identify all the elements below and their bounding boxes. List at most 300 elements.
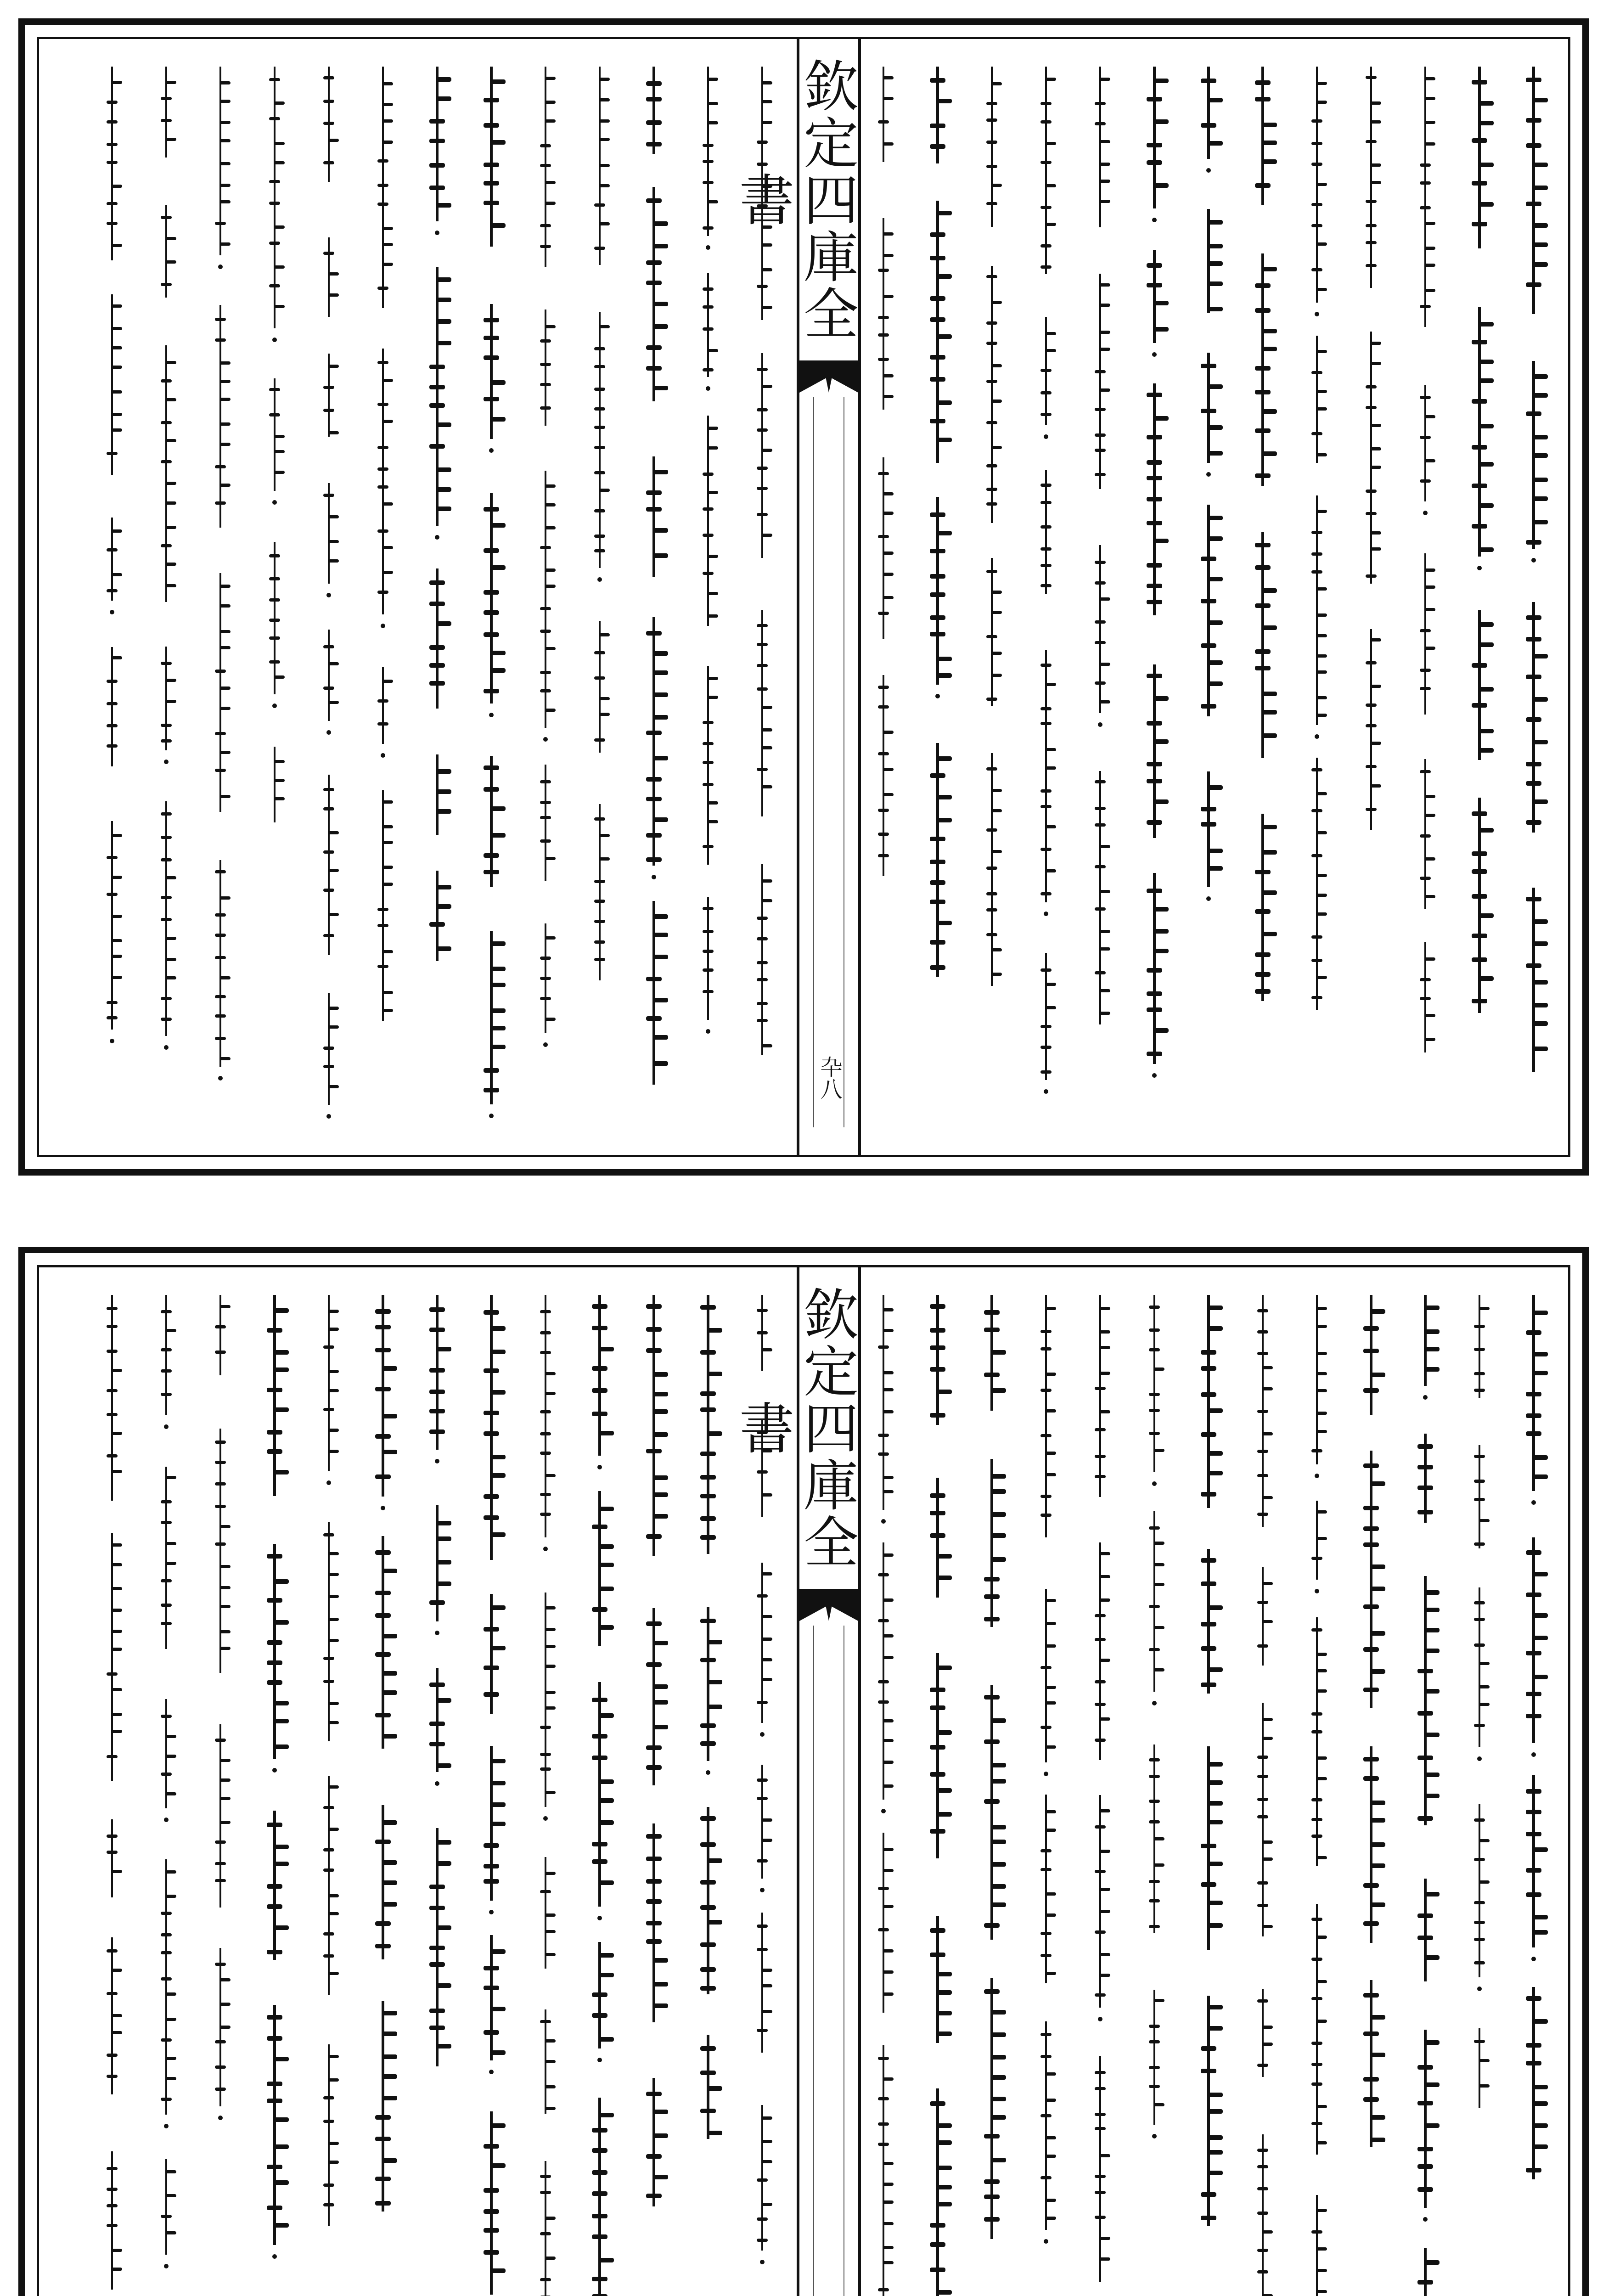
punctuation-dot xyxy=(760,1732,765,1737)
manchu-script-word xyxy=(536,1295,555,1537)
manchu-script-word xyxy=(320,67,338,182)
manchu-script-word xyxy=(1037,2021,1055,2230)
manchu-script-word xyxy=(157,2159,175,2255)
manchu-script-word xyxy=(1247,814,1279,1001)
punctuation-dot xyxy=(1423,511,1428,515)
manchu-script-word xyxy=(320,237,338,317)
manchu-script-word xyxy=(259,2005,291,2245)
manchu-script-word xyxy=(1518,888,1550,1072)
manchu-script-word xyxy=(475,1594,507,1714)
manchu-script-word xyxy=(1362,67,1380,288)
manchu-script-word xyxy=(475,493,507,703)
punctuation-dot xyxy=(381,753,385,758)
manchu-script-word xyxy=(211,860,230,1067)
manchu-script-word xyxy=(1308,1617,1326,1866)
punctuation-dot xyxy=(706,245,710,250)
manchu-script-word xyxy=(692,1607,724,1761)
manchu-script-word xyxy=(157,1295,175,1415)
punctuation-dot xyxy=(1315,312,1319,316)
punctuation-dot xyxy=(164,1424,169,1429)
manchu-script-word xyxy=(265,542,284,694)
manchu-script-word xyxy=(1192,1549,1225,1694)
manchu-script-word xyxy=(157,801,175,1036)
punctuation-dot xyxy=(272,338,277,342)
punctuation-dot xyxy=(164,2264,169,2268)
manchu-script-word xyxy=(1409,1879,1441,1981)
manchu-script-word xyxy=(1192,1295,1225,1508)
punctuation-dot xyxy=(272,703,277,708)
punctuation-dot xyxy=(326,593,331,597)
manchu-script-word xyxy=(157,345,175,602)
manchu-script-word xyxy=(475,756,507,887)
manchu-script-word xyxy=(1463,67,1496,248)
punctuation-dot xyxy=(706,1029,710,1034)
manchu-script-word xyxy=(259,1295,291,1496)
manchu-script-word xyxy=(374,67,392,308)
punctuation-dot xyxy=(326,1480,331,1485)
manchu-script-word xyxy=(265,747,284,822)
manchu-script-word xyxy=(1037,1295,1055,1537)
manchu-script-word xyxy=(157,1467,175,1649)
manchu-script-word xyxy=(692,1295,724,1554)
manchu-script-word xyxy=(1518,1295,1550,1491)
manchu-script-word xyxy=(983,67,1001,227)
manchu-script-word xyxy=(638,456,670,577)
punctuation-dot xyxy=(881,1809,886,1813)
punctuation-dot xyxy=(1152,1701,1157,1705)
manchu-script-word xyxy=(1362,332,1380,584)
punctuation-dot xyxy=(1206,472,1211,477)
manchu-script-word xyxy=(1470,1445,1489,1548)
manchu-script-word xyxy=(1254,1703,1272,1936)
punctuation-dot xyxy=(1315,734,1319,739)
manchu-script-word xyxy=(421,1668,453,1772)
punctuation-dot xyxy=(543,1816,548,1821)
manchu-script-word xyxy=(699,666,717,865)
manchu-script-word xyxy=(638,1823,670,2022)
manchu-script-word xyxy=(211,67,230,255)
manchu-script-word xyxy=(265,67,284,328)
manchu-script-word xyxy=(1192,771,1225,887)
punctuation-dot xyxy=(110,1039,114,1043)
punctuation-dot xyxy=(272,2254,277,2259)
manchu-script-word xyxy=(1308,1501,1326,1580)
manchu-script-word xyxy=(320,483,338,584)
manchu-script-word xyxy=(1138,664,1170,838)
manchu-script-word xyxy=(1409,2248,1441,2296)
punctuation-dot xyxy=(489,1910,494,1914)
punctuation-dot xyxy=(381,1506,385,1510)
manchu-script-word xyxy=(584,1942,616,2048)
manchu-script-word xyxy=(1192,353,1225,463)
manchu-script-word xyxy=(692,1807,724,1994)
manchu-script-word xyxy=(211,1429,230,1673)
manchu-script-word xyxy=(536,310,555,426)
manchu-script-word xyxy=(874,67,893,162)
punctuation-dot xyxy=(1152,1481,1157,1486)
manchu-script-word xyxy=(1409,1295,1441,1386)
manchu-script-word xyxy=(1145,1295,1164,1472)
manchu-script-word xyxy=(320,1522,338,1741)
punctuation-dot xyxy=(435,1459,439,1463)
manchu-script-word xyxy=(1308,1904,1326,2155)
manchu-script-word xyxy=(753,610,771,816)
manchu-script-word xyxy=(922,497,954,685)
manchu-script-word xyxy=(753,1563,771,1723)
manchu-script-word xyxy=(421,568,453,709)
punctuation-dot xyxy=(272,500,277,505)
manchu-script-word xyxy=(1308,67,1326,303)
manchu-script-word xyxy=(1463,307,1496,557)
manchu-script-word xyxy=(1037,317,1055,425)
manchu-script-word xyxy=(367,1805,399,1959)
punctuation-dot xyxy=(381,624,385,628)
manchu-script-word xyxy=(1037,650,1055,902)
page-sheet-bottom xyxy=(18,1247,1589,2296)
text-panel-left xyxy=(39,1267,797,2296)
manchu-script-word xyxy=(103,67,121,260)
manchu-script-word xyxy=(374,790,392,1021)
manchu-script-word xyxy=(103,647,121,766)
manchu-script-word xyxy=(374,349,392,614)
manchu-script-word xyxy=(1355,1295,1387,1415)
manchu-script-word xyxy=(1518,1775,1550,1947)
punctuation-dot xyxy=(326,1114,331,1119)
manchu-script-word xyxy=(874,457,893,639)
manchu-script-word xyxy=(475,1746,507,1901)
manchu-script-word xyxy=(976,1978,1008,2239)
text-panel-right xyxy=(838,1267,1568,2296)
manchu-script-word xyxy=(1470,2028,1489,2108)
manchu-script-word xyxy=(1091,771,1109,1024)
manchu-script-word xyxy=(1247,532,1279,758)
manchu-script-word xyxy=(584,1295,616,1456)
manchu-script-word xyxy=(1409,2030,1441,2208)
page-sheet-top xyxy=(18,18,1589,1176)
punctuation-dot xyxy=(597,1465,602,1469)
manchu-script-word xyxy=(320,354,338,437)
punctuation-dot xyxy=(326,730,331,735)
punctuation-dot xyxy=(597,2058,602,2062)
manchu-script-word xyxy=(699,273,717,377)
manchu-script-word xyxy=(692,2035,724,2139)
manchu-script-word xyxy=(1138,250,1170,343)
manchu-script-word xyxy=(157,67,175,158)
manchu-script-word xyxy=(157,205,175,298)
manchu-script-word xyxy=(320,993,338,1105)
punctuation-dot xyxy=(543,1042,548,1047)
manchu-script-word xyxy=(211,305,230,528)
manchu-script-word xyxy=(753,1295,771,1371)
manchu-script-word xyxy=(584,1491,616,1646)
manchu-script-word xyxy=(320,2044,338,2226)
manchu-script-word xyxy=(536,1857,555,1969)
punctuation-dot xyxy=(164,1818,169,1822)
manchu-script-word xyxy=(1518,361,1550,549)
manchu-script-word xyxy=(103,821,121,1030)
manchu-script-word xyxy=(874,675,893,876)
punctuation-dot xyxy=(1477,1986,1482,1991)
manchu-script-word xyxy=(874,1542,893,1800)
manchu-script-word xyxy=(1518,1537,1550,1743)
manchu-script-word xyxy=(475,931,507,1104)
manchu-script-word xyxy=(475,1295,507,1560)
manchu-script-word xyxy=(1355,1980,1387,2147)
manchu-script-word xyxy=(1518,602,1550,833)
manchu-script-word xyxy=(1247,67,1279,205)
manchu-script-word xyxy=(1254,2134,1272,2296)
manchu-script-word xyxy=(1308,495,1326,725)
manchu-script-word xyxy=(1362,629,1380,830)
manchu-script-word xyxy=(976,1685,1008,1940)
manchu-script-word xyxy=(753,2105,771,2251)
punctuation-dot xyxy=(1098,722,1102,727)
punctuation-dot xyxy=(1315,1589,1319,1593)
manchu-script-word xyxy=(1409,1434,1441,1523)
punctuation-dot xyxy=(489,713,494,717)
punctuation-dot xyxy=(1044,912,1048,916)
manchu-script-word xyxy=(699,897,717,1020)
punctuation-dot xyxy=(435,231,439,235)
punctuation-dot xyxy=(164,1045,169,1050)
manchu-script-word xyxy=(1192,1996,1225,2226)
manchu-script-word xyxy=(753,353,771,558)
manchu-script-word xyxy=(157,1859,175,2115)
manchu-script-word xyxy=(1470,1295,1489,1398)
manchu-script-word xyxy=(638,2078,670,2206)
manchu-script-word xyxy=(638,617,670,866)
manchu-script-word xyxy=(1091,2056,1109,2282)
manchu-script-word xyxy=(1145,1745,1164,1933)
manchu-script-word xyxy=(421,67,453,221)
manchu-script-word xyxy=(421,1828,453,2066)
manchu-script-word xyxy=(367,1295,399,1497)
page-number: 卆八 xyxy=(816,1056,842,1100)
manchu-script-word xyxy=(536,2009,555,2114)
manchu-script-word xyxy=(922,1295,954,1425)
punctuation-dot xyxy=(1531,1500,1536,1505)
punctuation-dot xyxy=(706,1770,710,1775)
manchu-script-word xyxy=(211,1948,230,2106)
manchu-script-word xyxy=(320,1295,338,1471)
manchu-script-word xyxy=(983,266,1001,523)
manchu-script-word xyxy=(983,753,1001,986)
punctuation-dot xyxy=(652,875,656,879)
manchu-script-word xyxy=(874,1833,893,2013)
punctuation-dot xyxy=(706,386,710,391)
manchu-script-word xyxy=(211,1295,230,1375)
manchu-script-word xyxy=(421,871,453,961)
punctuation-dot xyxy=(1206,168,1211,173)
punctuation-dot xyxy=(1315,1474,1319,1478)
manchu-script-word xyxy=(1254,1989,1272,2077)
manchu-script-word xyxy=(1308,336,1326,463)
manchu-script-word xyxy=(976,1459,1008,1627)
punctuation-dot xyxy=(218,264,223,269)
manchu-script-word xyxy=(1308,758,1326,1010)
manchu-script-word xyxy=(475,1935,507,2060)
punctuation-dot xyxy=(1152,218,1157,222)
manchu-script-word xyxy=(1138,383,1170,615)
punctuation-dot xyxy=(1044,1772,1048,1776)
punctuation-dot xyxy=(543,1547,548,1551)
punctuation-dot xyxy=(218,2116,223,2120)
manchu-script-word xyxy=(590,621,609,753)
manchu-script-word xyxy=(638,1608,670,1785)
manchu-script-word xyxy=(421,1505,453,1621)
manchu-script-word xyxy=(590,312,609,568)
banner-title: 欽定四庫全書 xyxy=(730,1286,858,1570)
manchu-script-word xyxy=(1463,798,1496,1013)
page-frame xyxy=(37,37,1570,1157)
manchu-script-word xyxy=(1355,1451,1387,1708)
manchu-script-word xyxy=(1192,505,1225,716)
punctuation-dot xyxy=(1152,2134,1157,2138)
text-panel-right xyxy=(838,39,1568,1155)
manchu-script-word xyxy=(320,630,338,721)
punctuation-dot xyxy=(110,610,114,614)
punctuation-dot xyxy=(1044,1089,1048,1094)
manchu-script-word xyxy=(753,1913,771,2053)
manchu-script-word xyxy=(536,1593,555,1807)
punctuation-dot xyxy=(760,1888,765,1892)
manchu-script-word xyxy=(1037,1589,1055,1762)
punctuation-dot xyxy=(1477,566,1482,570)
punctuation-dot xyxy=(1044,2239,1048,2244)
manchu-script-word xyxy=(1091,274,1109,489)
manchu-script-word xyxy=(367,2001,399,2212)
manchu-script-word xyxy=(922,1916,954,2043)
manchu-script-word xyxy=(421,1295,453,1450)
manchu-script-word xyxy=(1247,253,1279,486)
manchu-script-word xyxy=(1518,1987,1550,2179)
manchu-script-word xyxy=(922,201,954,463)
punctuation-dot xyxy=(489,2070,494,2074)
manchu-script-word xyxy=(1416,553,1434,715)
manchu-script-word xyxy=(103,1295,121,1501)
punctuation-dot xyxy=(489,448,494,453)
manchu-script-word xyxy=(1254,1567,1272,1666)
manchu-script-word xyxy=(536,67,555,267)
manchu-script-word xyxy=(421,754,453,835)
punctuation-dot xyxy=(164,760,169,764)
manchu-script-word xyxy=(103,1937,121,2094)
manchu-script-word xyxy=(1091,67,1109,227)
manchu-script-word xyxy=(976,1295,1008,1411)
page-frame xyxy=(37,1265,1570,2296)
manchu-script-word xyxy=(922,67,954,163)
manchu-script-word xyxy=(103,294,121,475)
manchu-script-word xyxy=(1308,1295,1326,1464)
manchu-script-word xyxy=(320,775,338,955)
punctuation-dot xyxy=(543,737,548,742)
manchu-script-word xyxy=(1355,1746,1387,1943)
manchu-script-word xyxy=(103,518,121,601)
punctuation-dot xyxy=(935,694,940,698)
manchu-script-word xyxy=(1037,953,1055,1080)
manchu-script-word xyxy=(753,864,771,1055)
punctuation-dot xyxy=(881,1519,886,1524)
manchu-script-word xyxy=(475,2111,507,2295)
manchu-script-word xyxy=(922,743,954,977)
manchu-script-word xyxy=(1409,1576,1441,1825)
punctuation-dot xyxy=(435,535,439,540)
manchu-script-word xyxy=(1037,470,1055,594)
manchu-script-word xyxy=(1091,1542,1109,1760)
manchu-script-word xyxy=(103,1533,121,1781)
manchu-script-word xyxy=(536,765,555,881)
manchu-script-word xyxy=(103,2151,121,2290)
manchu-script-word xyxy=(1416,759,1434,909)
punctuation-dot xyxy=(1477,1756,1482,1761)
manchu-script-word xyxy=(922,1478,954,1598)
punctuation-dot xyxy=(435,1631,439,1635)
banner-title: 欽定四庫全書 xyxy=(730,57,858,342)
manchu-script-word xyxy=(103,1819,121,1897)
manchu-script-word xyxy=(1091,1295,1109,1497)
manchu-script-word xyxy=(265,378,284,491)
manchu-script-word xyxy=(699,67,717,236)
manchu-script-word xyxy=(1308,2195,1326,2296)
manchu-script-word xyxy=(1145,1990,1164,2125)
punctuation-dot xyxy=(489,1114,494,1118)
punctuation-dot xyxy=(1531,1752,1536,1757)
manchu-script-word xyxy=(475,304,507,439)
punctuation-dot xyxy=(760,2260,765,2264)
manchu-script-word xyxy=(1416,67,1434,327)
punctuation-dot xyxy=(1423,1395,1428,1400)
manchu-script-word xyxy=(1192,1746,1225,1950)
manchu-script-word xyxy=(374,667,392,744)
manchu-script-word xyxy=(638,67,670,154)
manchu-script-word xyxy=(1037,1795,1055,1983)
manchu-script-word xyxy=(983,558,1001,706)
punctuation-dot xyxy=(597,577,602,582)
manchu-script-word xyxy=(259,1811,291,1960)
manchu-script-word xyxy=(157,1699,175,1808)
punctuation-dot xyxy=(272,1768,277,1773)
manchu-script-word xyxy=(874,1295,893,1510)
manchu-script-word xyxy=(1145,1511,1164,1692)
punctuation-dot xyxy=(1098,2017,1102,2021)
manchu-script-word xyxy=(367,1536,399,1749)
punctuation-dot xyxy=(164,2124,169,2128)
punctuation-dot xyxy=(597,1916,602,1920)
manchu-script-word xyxy=(421,267,453,526)
manchu-script-word xyxy=(1192,209,1225,313)
manchu-script-word xyxy=(211,573,230,812)
manchu-script-word xyxy=(1138,67,1170,208)
manchu-script-word xyxy=(536,923,555,1033)
manchu-script-word xyxy=(1254,1295,1272,1527)
punctuation-dot xyxy=(1206,896,1211,901)
manchu-script-word xyxy=(1138,873,1170,1064)
manchu-script-word xyxy=(1416,385,1434,501)
punctuation-dot xyxy=(1152,352,1157,357)
punctuation-dot xyxy=(1152,1073,1157,1078)
punctuation-dot xyxy=(1423,2217,1428,2222)
manchu-script-word xyxy=(475,67,507,247)
manchu-script-word xyxy=(590,67,609,265)
manchu-script-word xyxy=(1518,67,1550,314)
manchu-script-word xyxy=(1416,942,1434,1052)
manchu-script-word xyxy=(638,901,670,1085)
manchu-script-word xyxy=(874,218,893,410)
manchu-script-word xyxy=(584,1682,616,1907)
manchu-script-word xyxy=(1470,1587,1489,1747)
manchu-script-word xyxy=(584,2098,616,2296)
punctuation-dot xyxy=(218,1076,223,1080)
